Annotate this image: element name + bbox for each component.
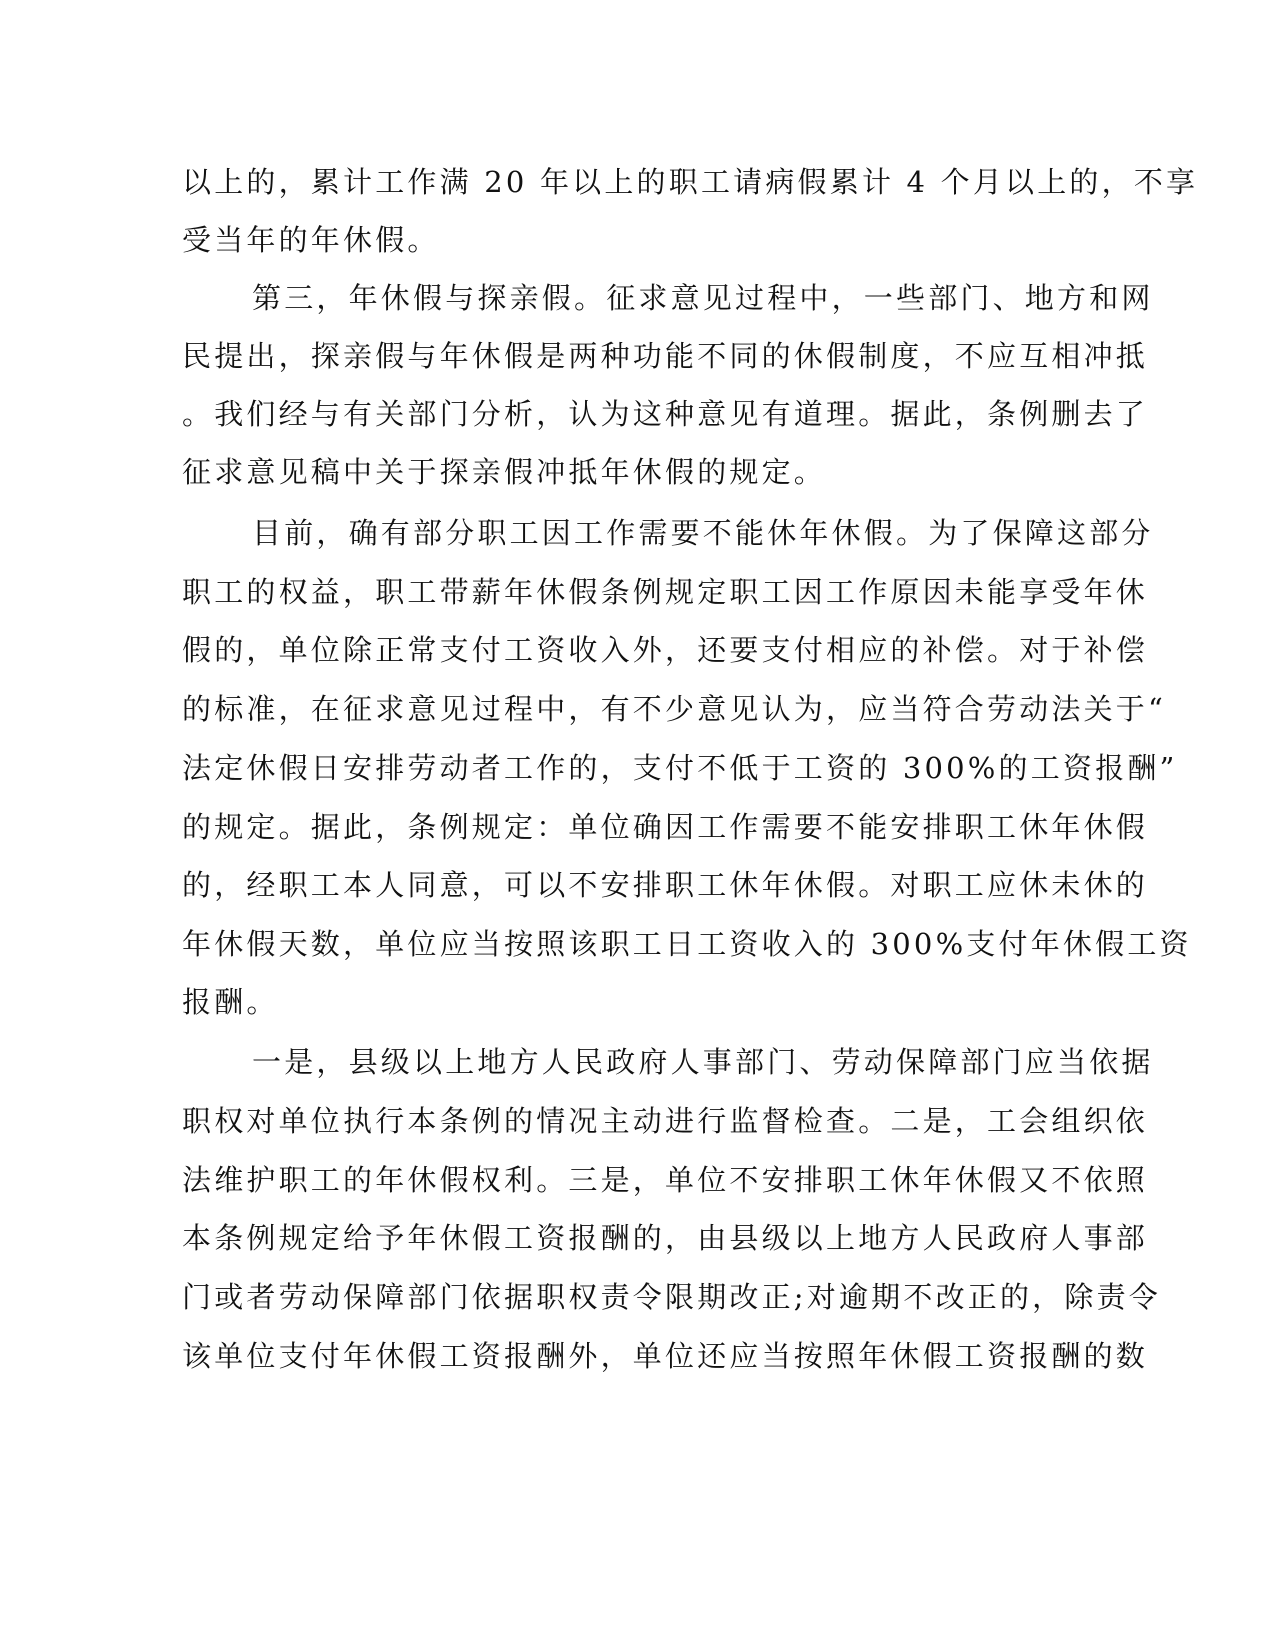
paragraph-3-line-4: 的标准，在征求意见过程中，有不少意见认为，应当符合劳动法关于“ [182, 692, 1167, 726]
paragraph-4-line-4: 本条例规定给予年休假工资报酬的，由县级以上地方人民政府人事部 [182, 1221, 1149, 1255]
paragraph-4-line-3: 法维护职工的年休假权利。三是，单位不安排职工休年休假又不依照 [182, 1163, 1149, 1197]
text-line-2: 受当年的年休假。 [182, 223, 440, 257]
paragraph-2-line-4: 征求意见稿中关于探亲假冲抵年休假的规定。 [182, 455, 827, 489]
paragraph-3-line-2: 职工的权益，职工带薪年休假条例规定职工因工作原因未能享受年休 [182, 575, 1149, 609]
text-line-1: 以上的，累计工作满 20 年以上的职工请病假累计 4 个月以上的，不享 [182, 165, 1199, 199]
paragraph-2-line-1: 第三，年休假与探亲假。征求意见过程中，一些部门、地方和网 [252, 281, 1154, 315]
paragraph-3-line-6: 的规定。据此，条例规定：单位确因工作需要不能安排职工休年休假 [182, 810, 1149, 844]
paragraph-4-line-5: 门或者劳动保障部门依据职权责令限期改正;对逾期不改正的，除责令 [182, 1280, 1161, 1314]
paragraph-2-line-2: 民提出，探亲假与年休假是两种功能不同的休假制度，不应互相冲抵 [182, 339, 1149, 373]
paragraph-3-line-1: 目前，确有部分职工因工作需要不能休年休假。为了保障这部分 [252, 516, 1154, 550]
paragraph-4-line-1: 一是，县级以上地方人民政府人事部门、劳动保障部门应当依据 [252, 1045, 1154, 1079]
paragraph-4-line-2: 职权对单位执行本条例的情况主动进行监督检查。二是，工会组织依 [182, 1104, 1149, 1138]
paragraph-3-line-5: 法定休假日安排劳动者工作的，支付不低于工资的 300%的工资报酬” [182, 751, 1178, 785]
paragraph-3-line-8: 年休假天数，单位应当按照该职工日工资收入的 300%支付年休假工资 [182, 927, 1192, 961]
paragraph-2-line-3: 。我们经与有关部门分析，认为这种意见有道理。据此，条例删去了 [182, 397, 1149, 431]
paragraph-3-line-7: 的，经职工本人同意，可以不安排职工休年休假。对职工应休未休的 [182, 868, 1149, 902]
paragraph-4-line-6: 该单位支付年休假工资报酬外，单位还应当按照年休假工资报酬的数 [182, 1339, 1149, 1373]
paragraph-3-line-9: 报酬。 [182, 985, 279, 1019]
paragraph-3-line-3: 假的，单位除正常支付工资收入外，还要支付相应的补偿。对于补偿 [182, 633, 1149, 667]
